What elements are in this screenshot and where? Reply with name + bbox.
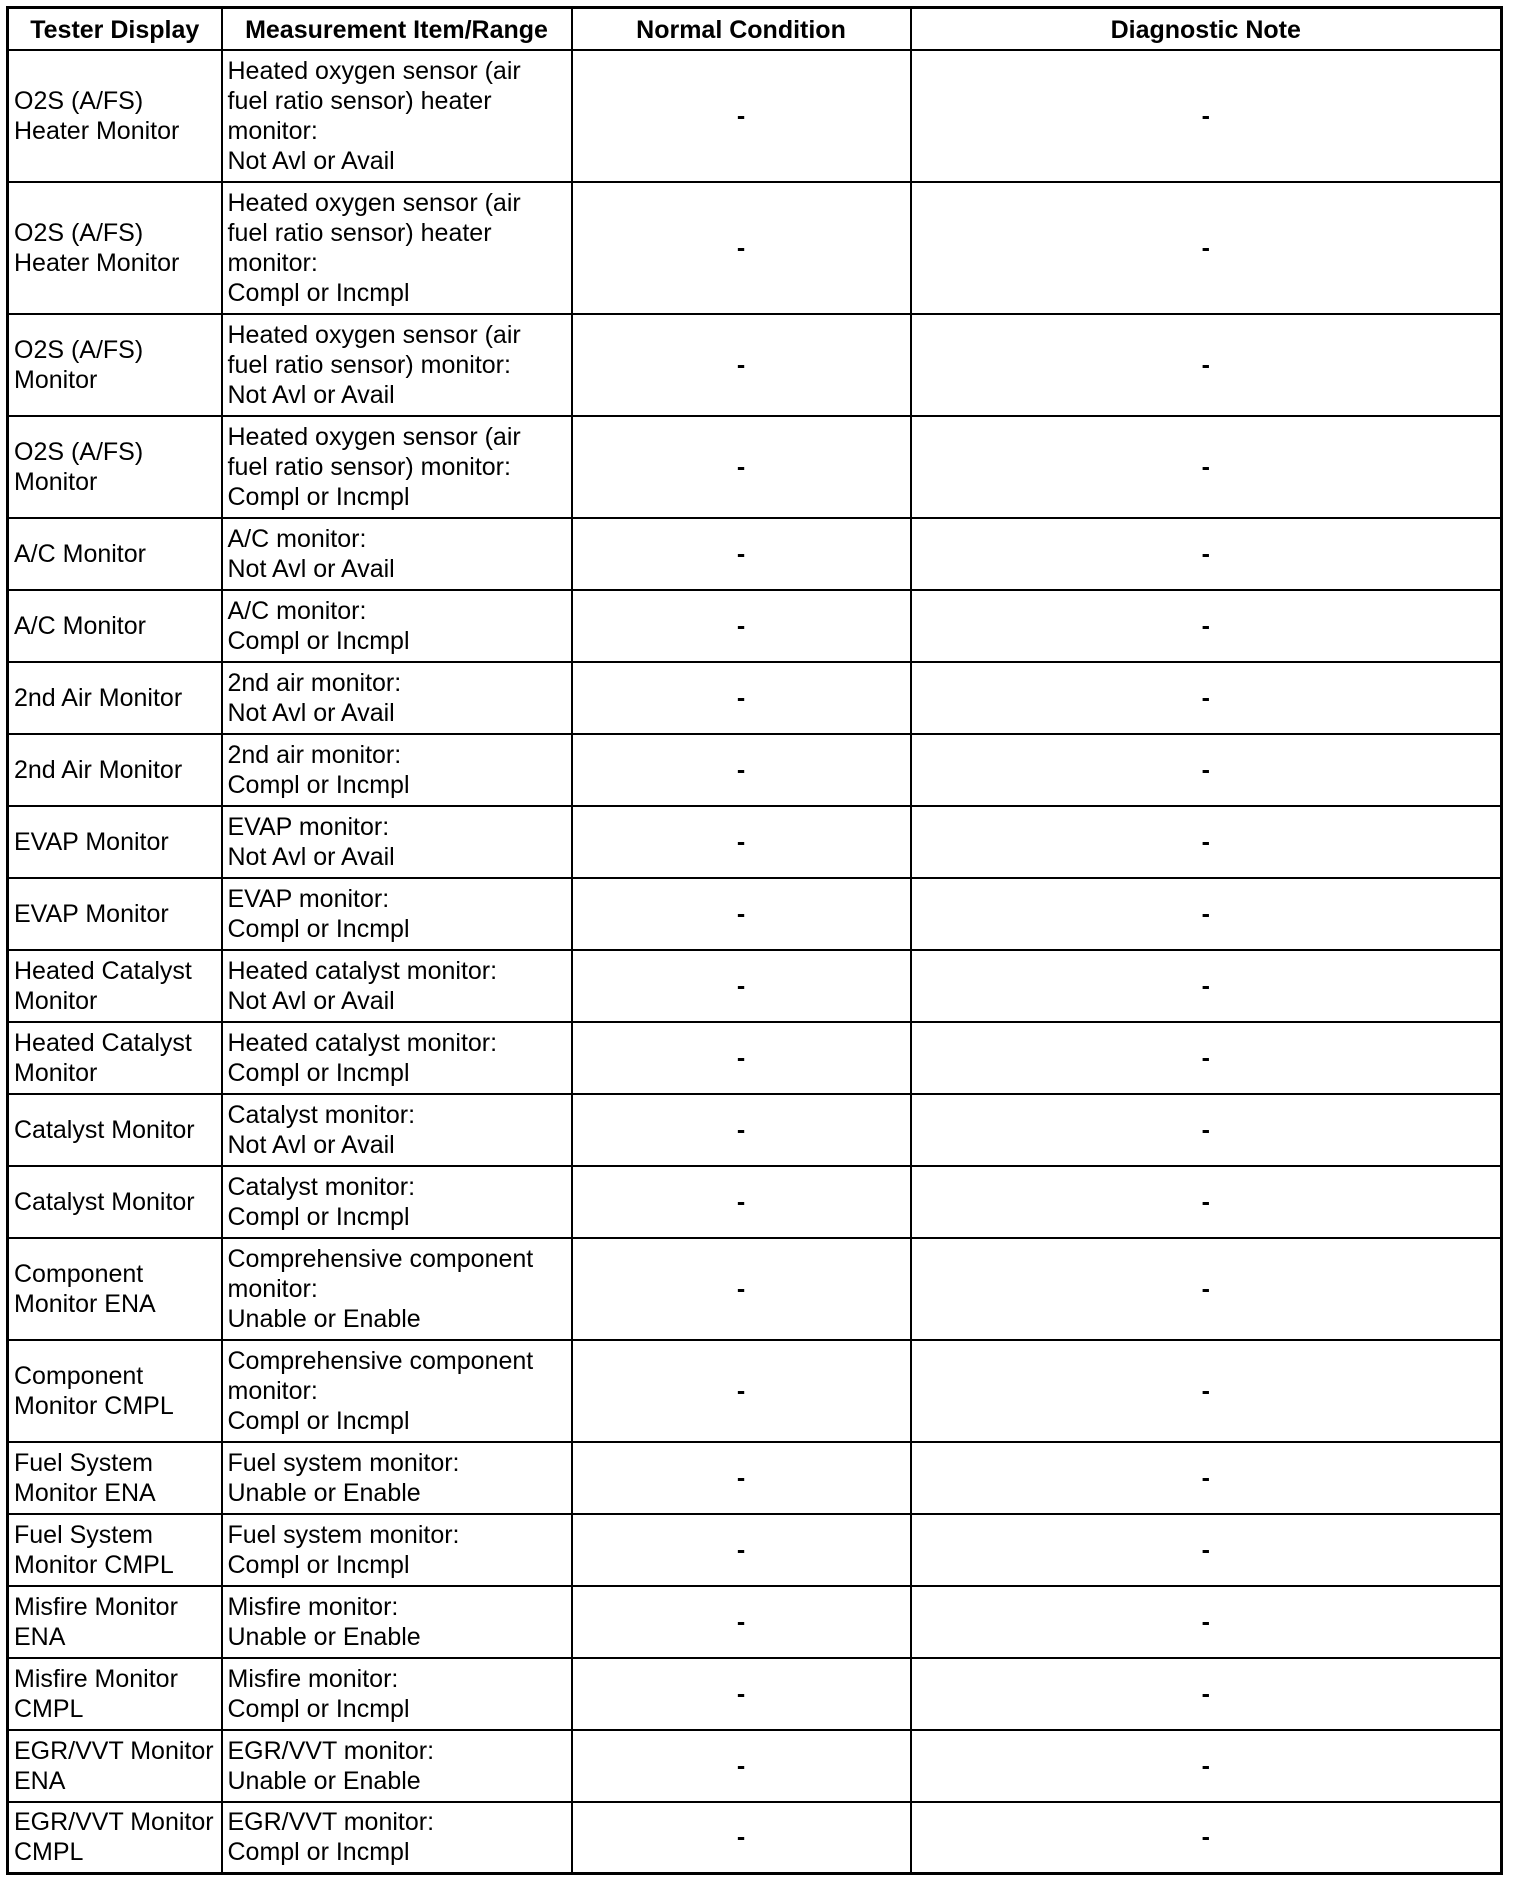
measurement-item-cell: Fuel system monitor: Compl or Incmpl <box>222 1514 572 1586</box>
tester-display-cell: Heated Catalyst Monitor <box>8 950 222 1022</box>
tester-display-cell: O2S (A/FS) Heater Monitor <box>8 182 222 314</box>
measurement-item-cell: Misfire monitor: Compl or Incmpl <box>222 1658 572 1730</box>
normal-condition-cell: - <box>572 1442 911 1514</box>
measurement-item-cell: Catalyst monitor: Not Avl or Avail <box>222 1094 572 1166</box>
normal-condition-cell: - <box>572 1340 911 1442</box>
table-row <box>8 1442 1502 1514</box>
diagnostic-note-cell: - <box>911 734 1502 806</box>
measurement-item-cell: EGR/VVT monitor: Unable or Enable <box>222 1730 572 1802</box>
tester-display-cell: Heated Catalyst Monitor <box>8 1022 222 1094</box>
normal-condition-cell: - <box>572 1238 911 1340</box>
diagnostic-note-cell: - <box>911 1586 1502 1658</box>
diagnostic-note-cell: - <box>911 1442 1502 1514</box>
table-row <box>8 1730 1502 1802</box>
measurement-item-cell: Heated oxygen sensor (air fuel ratio sensor) heater monitor: Compl or Incmpl <box>222 182 572 314</box>
table-row <box>8 1514 1502 1586</box>
normal-condition-cell: - <box>572 1514 911 1586</box>
table-row <box>8 662 1502 734</box>
normal-condition-cell: - <box>572 806 911 878</box>
diagnostic-note-cell: - <box>911 590 1502 662</box>
diagnostic-note-cell: - <box>911 1340 1502 1442</box>
tester-display-cell: Component Monitor CMPL <box>8 1340 222 1442</box>
table-row <box>8 1586 1502 1658</box>
tester-display-cell: O2S (A/FS) Monitor <box>8 416 222 518</box>
normal-condition-cell: - <box>572 314 911 416</box>
normal-condition-cell: - <box>572 1802 911 1874</box>
diagnostic-note-cell: - <box>911 1514 1502 1586</box>
diagnostic-note-cell: - <box>911 416 1502 518</box>
tester-display-cell: Catalyst Monitor <box>8 1166 222 1238</box>
tester-display-cell: 2nd Air Monitor <box>8 662 222 734</box>
tester-display-cell: EGR/VVT Monitor ENA <box>8 1730 222 1802</box>
table-row <box>8 1094 1502 1166</box>
monitor-spec-table <box>6 6 1503 1875</box>
tester-display-cell: Misfire Monitor CMPL <box>8 1658 222 1730</box>
table-row <box>8 518 1502 590</box>
diagnostic-note-cell: - <box>911 878 1502 950</box>
normal-condition-cell: - <box>572 734 911 806</box>
tester-display-cell: EGR/VVT Monitor CMPL <box>8 1802 222 1874</box>
table-row <box>8 50 1502 182</box>
diagnostic-note-cell: - <box>911 1730 1502 1802</box>
table-row <box>8 1802 1502 1874</box>
diagnostic-note-cell: - <box>911 1802 1502 1874</box>
diagnostic-note-cell: - <box>911 662 1502 734</box>
diagnostic-note-cell: - <box>911 950 1502 1022</box>
tester-display-cell: A/C Monitor <box>8 590 222 662</box>
diagnostic-note-cell: - <box>911 518 1502 590</box>
normal-condition-cell: - <box>572 662 911 734</box>
header-diagnostic-note: Diagnostic Note <box>911 8 1502 50</box>
table-row <box>8 1340 1502 1442</box>
header-measurement-item: Measurement Item/Range <box>222 8 572 50</box>
normal-condition-cell: - <box>572 1586 911 1658</box>
diagnostic-note-cell: - <box>911 1238 1502 1340</box>
measurement-item-cell: EVAP monitor: Not Avl or Avail <box>222 806 572 878</box>
measurement-item-cell: Heated oxygen sensor (air fuel ratio sensor) monitor: Compl or Incmpl <box>222 416 572 518</box>
measurement-item-cell: Heated catalyst monitor: Not Avl or Avail <box>222 950 572 1022</box>
tester-display-cell: A/C Monitor <box>8 518 222 590</box>
measurement-item-cell: Comprehensive component monitor: Compl or Incmpl <box>222 1340 572 1442</box>
measurement-item-cell: Heated oxygen sensor (air fuel ratio sensor) heater monitor: Not Avl or Avail <box>222 50 572 182</box>
normal-condition-cell: - <box>572 1730 911 1802</box>
tester-display-cell: Fuel System Monitor CMPL <box>8 1514 222 1586</box>
table-row <box>8 314 1502 416</box>
header-tester-display: Tester Display <box>8 8 222 50</box>
diagnostic-note-cell: - <box>911 1658 1502 1730</box>
measurement-item-cell: 2nd air monitor: Not Avl or Avail <box>222 662 572 734</box>
tester-display-cell: EVAP Monitor <box>8 878 222 950</box>
table-row <box>8 1658 1502 1730</box>
normal-condition-cell: - <box>572 878 911 950</box>
normal-condition-cell: - <box>572 1022 911 1094</box>
measurement-item-cell: Heated oxygen sensor (air fuel ratio sensor) monitor: Not Avl or Avail <box>222 314 572 416</box>
normal-condition-cell: - <box>572 1094 911 1166</box>
normal-condition-cell: - <box>572 50 911 182</box>
table-row <box>8 1022 1502 1094</box>
tester-display-cell: O2S (A/FS) Heater Monitor <box>8 50 222 182</box>
header-normal-condition: Normal Condition <box>572 8 911 50</box>
diagnostic-note-cell: - <box>911 1166 1502 1238</box>
normal-condition-cell: - <box>572 1658 911 1730</box>
measurement-item-cell: Heated catalyst monitor: Compl or Incmpl <box>222 1022 572 1094</box>
normal-condition-cell: - <box>572 416 911 518</box>
table-row <box>8 1166 1502 1238</box>
diagnostic-note-cell: - <box>911 50 1502 182</box>
diagnostic-note-cell: - <box>911 806 1502 878</box>
diagnostic-note-cell: - <box>911 314 1502 416</box>
table-row <box>8 878 1502 950</box>
table-row <box>8 806 1502 878</box>
normal-condition-cell: - <box>572 950 911 1022</box>
diagnostic-note-cell: - <box>911 182 1502 314</box>
table-body <box>8 50 1502 1874</box>
diagnostic-note-cell: - <box>911 1022 1502 1094</box>
tester-display-cell: Component Monitor ENA <box>8 1238 222 1340</box>
measurement-item-cell: Fuel system monitor: Unable or Enable <box>222 1442 572 1514</box>
tester-display-cell: Catalyst Monitor <box>8 1094 222 1166</box>
measurement-item-cell: Catalyst monitor: Compl or Incmpl <box>222 1166 572 1238</box>
tester-display-cell: Fuel System Monitor ENA <box>8 1442 222 1514</box>
normal-condition-cell: - <box>572 1166 911 1238</box>
table-row <box>8 734 1502 806</box>
measurement-item-cell: 2nd air monitor: Compl or Incmpl <box>222 734 572 806</box>
normal-condition-cell: - <box>572 182 911 314</box>
tester-display-cell: 2nd Air Monitor <box>8 734 222 806</box>
normal-condition-cell: - <box>572 518 911 590</box>
measurement-item-cell: EGR/VVT monitor: Compl or Incmpl <box>222 1802 572 1874</box>
tester-display-cell: EVAP Monitor <box>8 806 222 878</box>
diagnostic-note-cell: - <box>911 1094 1502 1166</box>
table-row <box>8 416 1502 518</box>
table-row <box>8 590 1502 662</box>
table-row <box>8 950 1502 1022</box>
measurement-item-cell: Comprehensive component monitor: Unable or Enable <box>222 1238 572 1340</box>
table-row <box>8 182 1502 314</box>
measurement-item-cell: A/C monitor: Not Avl or Avail <box>222 518 572 590</box>
table-row <box>8 1238 1502 1340</box>
measurement-item-cell: EVAP monitor: Compl or Incmpl <box>222 878 572 950</box>
header-row <box>8 8 1502 50</box>
measurement-item-cell: A/C monitor: Compl or Incmpl <box>222 590 572 662</box>
tester-display-cell: O2S (A/FS) Monitor <box>8 314 222 416</box>
measurement-item-cell: Misfire monitor: Unable or Enable <box>222 1586 572 1658</box>
tester-display-cell: Misfire Monitor ENA <box>8 1586 222 1658</box>
normal-condition-cell: - <box>572 590 911 662</box>
